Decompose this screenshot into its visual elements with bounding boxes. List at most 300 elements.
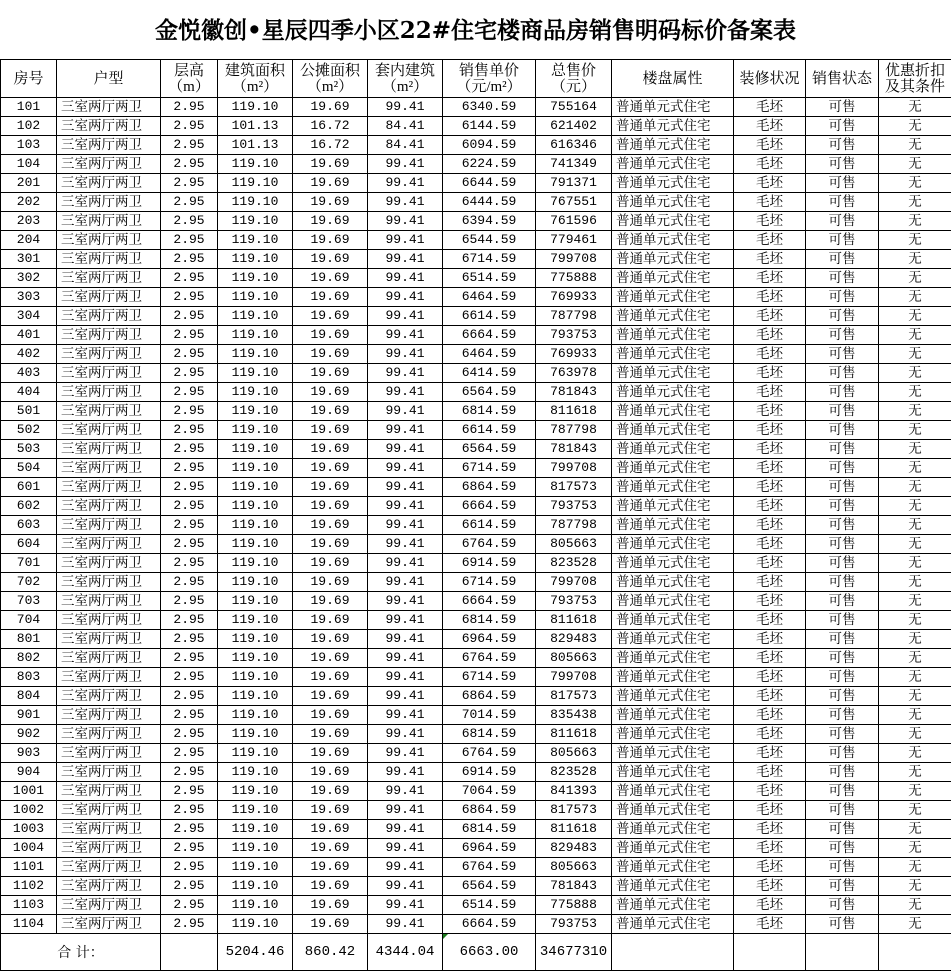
table-row (1, 915, 951, 934)
table-cell: 99.41 (368, 668, 443, 687)
table-row (1, 820, 951, 839)
table-cell: 三室两厅两卫 (57, 288, 161, 307)
table-cell: 502 (1, 421, 57, 440)
table-cell: 可售 (806, 858, 879, 877)
table-cell: 无 (879, 915, 951, 934)
table-cell: 19.69 (293, 915, 368, 934)
table-cell: 普通单元式住宅 (612, 516, 734, 535)
table-cell: 普通单元式住宅 (612, 592, 734, 611)
table-cell: 普通单元式住宅 (612, 478, 734, 497)
totals-cell (879, 934, 951, 971)
table-cell: 无 (879, 554, 951, 573)
table-cell: 无 (879, 174, 951, 193)
table-cell: 三室两厅两卫 (57, 250, 161, 269)
table-cell: 703 (1, 592, 57, 611)
table-cell: 毛坯 (734, 117, 806, 136)
table-cell: 835438 (536, 706, 612, 725)
table-cell: 119.10 (218, 554, 293, 573)
table-cell: 802 (1, 649, 57, 668)
table-cell: 202 (1, 193, 57, 212)
table-cell: 6814.59 (443, 611, 536, 630)
table-row (1, 98, 951, 117)
table-cell: 99.41 (368, 839, 443, 858)
table-cell: 99.41 (368, 98, 443, 117)
table-cell: 可售 (806, 136, 879, 155)
table-cell: 6914.59 (443, 763, 536, 782)
column-header-unit: （m²） (368, 79, 442, 95)
table-cell: 6544.59 (443, 231, 536, 250)
table-cell: 19.69 (293, 174, 368, 193)
table-cell: 6764.59 (443, 649, 536, 668)
table-cell: 可售 (806, 383, 879, 402)
table-cell: 无 (879, 231, 951, 250)
table-cell: 三室两厅两卫 (57, 877, 161, 896)
table-cell: 无 (879, 516, 951, 535)
table-cell: 可售 (806, 364, 879, 383)
table-cell: 1101 (1, 858, 57, 877)
column-header (293, 60, 368, 98)
table-cell: 99.41 (368, 155, 443, 174)
table-cell: 毛坯 (734, 668, 806, 687)
column-header-label: 户型 (57, 71, 160, 87)
table-cell: 6614.59 (443, 516, 536, 535)
table-cell: 19.69 (293, 497, 368, 516)
table-cell: 三室两厅两卫 (57, 307, 161, 326)
table-cell: 2.95 (161, 193, 218, 212)
table-cell: 毛坯 (734, 858, 806, 877)
table-cell: 817573 (536, 687, 612, 706)
column-header-unit: （m²） (218, 79, 292, 95)
table-cell: 无 (879, 326, 951, 345)
table-cell: 19.69 (293, 573, 368, 592)
table-cell: 6864.59 (443, 687, 536, 706)
table-cell: 6714.59 (443, 668, 536, 687)
table-cell: 毛坯 (734, 497, 806, 516)
table-cell: 可售 (806, 155, 879, 174)
table-cell: 无 (879, 497, 951, 516)
table-cell: 普通单元式住宅 (612, 345, 734, 364)
table-cell: 103 (1, 136, 57, 155)
table-row (1, 611, 951, 630)
table-header-row (1, 60, 951, 98)
table-cell: 可售 (806, 611, 879, 630)
table-cell: 1004 (1, 839, 57, 858)
table-cell: 19.69 (293, 763, 368, 782)
table-cell: 99.41 (368, 649, 443, 668)
table-row (1, 250, 951, 269)
table-row (1, 364, 951, 383)
table-cell: 903 (1, 744, 57, 763)
table-cell: 119.10 (218, 98, 293, 117)
table-cell: 无 (879, 573, 951, 592)
table-cell: 无 (879, 801, 951, 820)
table-cell: 2.95 (161, 307, 218, 326)
table-cell: 119.10 (218, 193, 293, 212)
totals-cell (734, 934, 806, 971)
table-cell: 119.10 (218, 250, 293, 269)
table-cell: 三室两厅两卫 (57, 725, 161, 744)
table-cell: 769933 (536, 345, 612, 364)
table-cell: 可售 (806, 497, 879, 516)
table-cell: 6414.59 (443, 364, 536, 383)
table-cell: 19.69 (293, 345, 368, 364)
table-cell: 84.41 (368, 117, 443, 136)
table-cell: 毛坯 (734, 364, 806, 383)
table-cell: 119.10 (218, 706, 293, 725)
table-cell: 119.10 (218, 383, 293, 402)
table-cell: 无 (879, 763, 951, 782)
table-cell: 19.69 (293, 250, 368, 269)
column-header-unit: 及其条件 (879, 79, 951, 95)
table-row (1, 478, 951, 497)
table-cell: 601 (1, 478, 57, 497)
table-body (1, 98, 951, 934)
table-cell: 2.95 (161, 155, 218, 174)
table-cell: 6664.59 (443, 497, 536, 516)
table-cell: 普通单元式住宅 (612, 668, 734, 687)
table-cell: 2.95 (161, 98, 218, 117)
table-cell: 823528 (536, 763, 612, 782)
table-cell: 6614.59 (443, 307, 536, 326)
table-cell: 毛坯 (734, 307, 806, 326)
table-cell: 16.72 (293, 117, 368, 136)
table-cell: 可售 (806, 668, 879, 687)
table-cell: 19.69 (293, 326, 368, 345)
table-cell: 普通单元式住宅 (612, 763, 734, 782)
table-cell: 101.13 (218, 117, 293, 136)
table-cell: 799708 (536, 459, 612, 478)
table-cell: 普通单元式住宅 (612, 288, 734, 307)
table-cell: 2.95 (161, 364, 218, 383)
table-cell: 2.95 (161, 459, 218, 478)
table-cell: 119.10 (218, 649, 293, 668)
table-cell: 119.10 (218, 573, 293, 592)
table-row (1, 136, 951, 155)
table-cell: 毛坯 (734, 744, 806, 763)
table-cell: 84.41 (368, 136, 443, 155)
table-row (1, 421, 951, 440)
column-header-label: 优惠折扣 (879, 63, 951, 79)
table-cell: 1001 (1, 782, 57, 801)
table-cell: 799708 (536, 250, 612, 269)
table-row (1, 554, 951, 573)
table-cell: 119.10 (218, 744, 293, 763)
table-cell: 三室两厅两卫 (57, 782, 161, 801)
table-cell: 普通单元式住宅 (612, 706, 734, 725)
table-cell: 可售 (806, 117, 879, 136)
table-row (1, 174, 951, 193)
table-cell: 901 (1, 706, 57, 725)
table-cell: 普通单元式住宅 (612, 573, 734, 592)
table-cell: 403 (1, 364, 57, 383)
table-cell: 741349 (536, 155, 612, 174)
table-cell: 2.95 (161, 117, 218, 136)
table-cell: 99.41 (368, 782, 443, 801)
table-cell: 三室两厅两卫 (57, 497, 161, 516)
table-cell: 2.95 (161, 136, 218, 155)
table-row (1, 117, 951, 136)
table-cell: 可售 (806, 915, 879, 934)
table-cell: 99.41 (368, 858, 443, 877)
column-header (218, 60, 293, 98)
table-cell: 无 (879, 858, 951, 877)
table-cell: 19.69 (293, 478, 368, 497)
table-cell: 三室两厅两卫 (57, 592, 161, 611)
table-cell: 三室两厅两卫 (57, 858, 161, 877)
table-cell: 19.69 (293, 744, 368, 763)
table-cell: 99.41 (368, 231, 443, 250)
table-cell: 6814.59 (443, 820, 536, 839)
table-cell: 781843 (536, 877, 612, 896)
totals-cell (612, 934, 734, 971)
table-cell: 99.41 (368, 421, 443, 440)
table-cell: 761596 (536, 212, 612, 231)
table-cell: 2.95 (161, 516, 218, 535)
table-cell: 805663 (536, 535, 612, 554)
table-cell: 793753 (536, 326, 612, 345)
table-cell: 2.95 (161, 573, 218, 592)
table-cell: 2.95 (161, 440, 218, 459)
table-cell: 6864.59 (443, 478, 536, 497)
table-cell: 119.10 (218, 820, 293, 839)
table-cell: 无 (879, 839, 951, 858)
table-row (1, 744, 951, 763)
table-cell: 99.41 (368, 345, 443, 364)
table-cell: 811618 (536, 725, 612, 744)
table-cell: 普通单元式住宅 (612, 117, 734, 136)
table-cell: 2.95 (161, 896, 218, 915)
table-cell: 119.10 (218, 630, 293, 649)
table-cell: 毛坯 (734, 174, 806, 193)
column-header (806, 60, 879, 98)
table-cell: 无 (879, 592, 951, 611)
table-cell: 19.69 (293, 402, 368, 421)
table-cell: 2.95 (161, 858, 218, 877)
table-cell: 毛坯 (734, 592, 806, 611)
table-cell: 19.69 (293, 421, 368, 440)
table-row (1, 155, 951, 174)
table-cell: 119.10 (218, 516, 293, 535)
table-cell: 99.41 (368, 877, 443, 896)
table-row (1, 497, 951, 516)
table-cell: 可售 (806, 687, 879, 706)
table-cell: 99.41 (368, 193, 443, 212)
table-cell: 可售 (806, 573, 879, 592)
table-cell: 503 (1, 440, 57, 459)
table-cell: 119.10 (218, 421, 293, 440)
table-cell: 2.95 (161, 668, 218, 687)
table-cell: 2.95 (161, 630, 218, 649)
column-header-label: 建筑面积 (218, 63, 292, 79)
table-cell: 6664.59 (443, 915, 536, 934)
table-cell: 可售 (806, 212, 879, 231)
table-cell: 毛坯 (734, 288, 806, 307)
table-cell: 可售 (806, 288, 879, 307)
table-cell: 毛坯 (734, 383, 806, 402)
table-cell: 普通单元式住宅 (612, 744, 734, 763)
table-cell: 6714.59 (443, 459, 536, 478)
table-cell: 817573 (536, 801, 612, 820)
table-cell: 904 (1, 763, 57, 782)
table-row (1, 649, 951, 668)
table-cell: 三室两厅两卫 (57, 478, 161, 497)
table-cell: 三室两厅两卫 (57, 801, 161, 820)
table-cell: 99.41 (368, 630, 443, 649)
table-cell: 普通单元式住宅 (612, 307, 734, 326)
table-cell: 99.41 (368, 497, 443, 516)
totals-cell (161, 934, 218, 971)
column-header (57, 60, 161, 98)
table-cell: 可售 (806, 725, 879, 744)
table-cell: 2.95 (161, 402, 218, 421)
table-cell: 2.95 (161, 915, 218, 934)
table-row (1, 535, 951, 554)
table-cell: 119.10 (218, 687, 293, 706)
table-cell: 2.95 (161, 611, 218, 630)
table-cell: 可售 (806, 630, 879, 649)
table-cell: 2.95 (161, 649, 218, 668)
table-cell: 119.10 (218, 915, 293, 934)
table-cell: 799708 (536, 668, 612, 687)
column-header (161, 60, 218, 98)
table-cell: 99.41 (368, 687, 443, 706)
table-cell: 毛坯 (734, 478, 806, 497)
table-cell: 119.10 (218, 155, 293, 174)
table-row (1, 706, 951, 725)
table-cell: 19.69 (293, 725, 368, 744)
table-cell: 203 (1, 212, 57, 231)
table-cell: 804 (1, 687, 57, 706)
table-cell: 三室两厅两卫 (57, 98, 161, 117)
table-cell: 三室两厅两卫 (57, 383, 161, 402)
table-cell: 19.69 (293, 611, 368, 630)
table-cell: 2.95 (161, 269, 218, 288)
table-cell: 毛坯 (734, 763, 806, 782)
table-cell: 毛坯 (734, 687, 806, 706)
table-cell: 普通单元式住宅 (612, 136, 734, 155)
table-cell: 2.95 (161, 725, 218, 744)
table-cell: 119.10 (218, 668, 293, 687)
table-cell: 504 (1, 459, 57, 478)
table-cell: 99.41 (368, 383, 443, 402)
column-header (879, 60, 951, 98)
table-cell: 普通单元式住宅 (612, 231, 734, 250)
table-cell: 三室两厅两卫 (57, 212, 161, 231)
table-cell: 毛坯 (734, 98, 806, 117)
table-cell: 2.95 (161, 820, 218, 839)
table-cell: 19.69 (293, 212, 368, 231)
table-row (1, 725, 951, 744)
table-cell: 毛坯 (734, 706, 806, 725)
table-cell: 99.41 (368, 307, 443, 326)
table-cell: 402 (1, 345, 57, 364)
table-cell: 99.41 (368, 896, 443, 915)
table-cell: 19.69 (293, 269, 368, 288)
table-cell: 99.41 (368, 915, 443, 934)
column-header (734, 60, 806, 98)
table-cell: 603 (1, 516, 57, 535)
table-cell: 可售 (806, 193, 879, 212)
table-cell: 普通单元式住宅 (612, 326, 734, 345)
table-cell: 可售 (806, 649, 879, 668)
table-cell: 201 (1, 174, 57, 193)
table-cell: 6914.59 (443, 554, 536, 573)
table-cell: 三室两厅两卫 (57, 364, 161, 383)
table-cell: 1003 (1, 820, 57, 839)
table-cell: 2.95 (161, 478, 218, 497)
table-cell: 无 (879, 668, 951, 687)
table-cell: 829483 (536, 839, 612, 858)
table-cell: 6714.59 (443, 573, 536, 592)
table-cell: 104 (1, 155, 57, 174)
table-cell: 无 (879, 98, 951, 117)
table-row (1, 858, 951, 877)
table-cell: 99.41 (368, 573, 443, 592)
column-header-label: 楼盘属性 (612, 71, 733, 87)
table-cell: 毛坯 (734, 820, 806, 839)
table-cell: 三室两厅两卫 (57, 687, 161, 706)
table-cell: 119.10 (218, 763, 293, 782)
table-cell: 无 (879, 345, 951, 364)
table-cell: 781843 (536, 383, 612, 402)
table-cell: 无 (879, 288, 951, 307)
table-row (1, 782, 951, 801)
table-cell: 6340.59 (443, 98, 536, 117)
table-cell: 6764.59 (443, 535, 536, 554)
table-cell: 三室两厅两卫 (57, 744, 161, 763)
column-header (443, 60, 536, 98)
table-cell: 无 (879, 459, 951, 478)
table-cell: 803 (1, 668, 57, 687)
table-cell: 2.95 (161, 801, 218, 820)
table-cell: 可售 (806, 307, 879, 326)
table-cell: 99.41 (368, 440, 443, 459)
table-cell: 19.69 (293, 630, 368, 649)
table-cell: 99.41 (368, 611, 443, 630)
table-cell: 毛坯 (734, 212, 806, 231)
table-cell: 三室两厅两卫 (57, 915, 161, 934)
column-header-label: 总售价 (536, 63, 611, 79)
table-cell: 805663 (536, 744, 612, 763)
table-cell: 1104 (1, 915, 57, 934)
table-cell: 99.41 (368, 212, 443, 231)
table-cell: 三室两厅两卫 (57, 269, 161, 288)
table-cell: 无 (879, 117, 951, 136)
column-header-label: 公摊面积 (293, 63, 367, 79)
table-cell: 可售 (806, 896, 879, 915)
table-cell: 可售 (806, 554, 879, 573)
table-cell: 三室两厅两卫 (57, 421, 161, 440)
table-cell: 2.95 (161, 421, 218, 440)
table-row (1, 687, 951, 706)
table-cell: 无 (879, 877, 951, 896)
table-row (1, 288, 951, 307)
table-cell: 三室两厅两卫 (57, 706, 161, 725)
table-cell: 普通单元式住宅 (612, 801, 734, 820)
table-cell: 三室两厅两卫 (57, 174, 161, 193)
table-cell: 三室两厅两卫 (57, 649, 161, 668)
table-cell: 781843 (536, 440, 612, 459)
table-cell: 19.69 (293, 554, 368, 573)
table-cell: 可售 (806, 516, 879, 535)
table-row (1, 193, 951, 212)
table-cell: 普通单元式住宅 (612, 364, 734, 383)
table-cell: 可售 (806, 269, 879, 288)
table-row (1, 668, 951, 687)
table-cell: 无 (879, 744, 951, 763)
table-cell: 99.41 (368, 744, 443, 763)
table-cell: 普通单元式住宅 (612, 383, 734, 402)
